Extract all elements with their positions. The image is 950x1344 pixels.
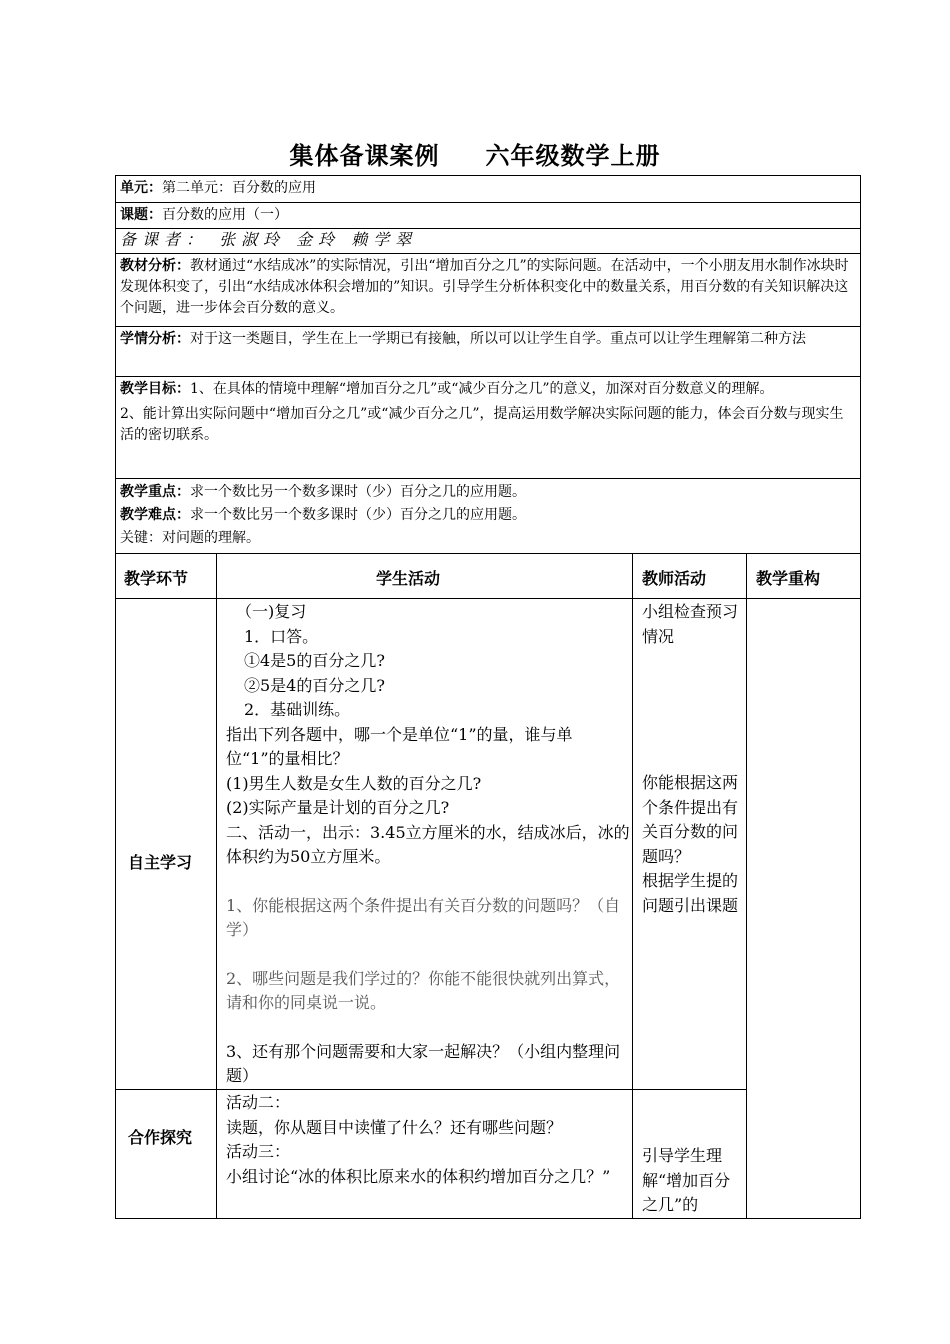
goals-label: 教学目标：	[120, 381, 190, 397]
header-student: 学生活动	[376, 569, 441, 588]
list-item: 小组讨论“冰的体积比原来水的体积约增加百分之几？”	[226, 1166, 611, 1186]
unit-value: 第二单元：百分数的应用	[162, 180, 316, 196]
topic-label: 课题：	[120, 207, 162, 223]
goals-text1: 1、在具体的情境中理解“增加百分之几”或“减少百分之几”的意义，加深对百分数意义的理解。	[190, 381, 774, 397]
list-item: ①4是5的百分之几?	[244, 651, 385, 670]
goals-text2: 2、能计算出实际问题中“增加百分之几”或“减少百分之几”，提高运用数学解决实际问题的能力，体会百分数与现实生活的密切联系。	[120, 406, 844, 443]
topic-row	[115, 202, 861, 228]
self-study-teacher-activity	[642, 600, 742, 918]
keypoint-row	[115, 478, 861, 553]
list-item: (1)男生人数是女生人数的百分之几?	[226, 773, 482, 793]
key-text: 关键：对问题的理解。	[120, 530, 260, 546]
title-left: 集体备课案例	[289, 142, 440, 170]
lesson-table	[115, 553, 861, 1219]
keypoint-text: 求一个数比另一个数多课时（少）百分之几的应用题。	[190, 484, 526, 500]
list-item: 你能根据这两个条件提出有关百分数的问题吗？	[642, 773, 739, 866]
list-item: 根据学生提的问题引出课题	[642, 871, 739, 915]
unit-row	[115, 175, 861, 202]
material-label: 教材分析：	[120, 258, 190, 274]
list-item: 引导学生理解“增加百分之几”的	[642, 1146, 731, 1214]
list-item: （一)复习	[236, 602, 307, 621]
difficulty-text: 求一个数比另一个数多课时（少）百分之几的应用题。	[190, 507, 526, 523]
list-item: 2、哪些问题是我们学过的？你能不能很快就列出算式，请和你的同桌说一说。	[226, 968, 621, 1012]
cooperation-student-activity	[226, 1091, 630, 1189]
page-title	[0, 136, 950, 171]
material-text: 教材通过“水结成冰”的实际情况，引出“增加百分之几”的实际问题。在活动中，一个小朋友用水制作冰块时发现体积变了，引出“水结成冰体积会增加的”知识。引导学生分析体积变化中的数量关系，用百分数的有关知识解决这个问题，进一步体会百分数的意义。	[120, 258, 849, 316]
topic-value: 百分数的应用（一）	[162, 207, 288, 223]
header-teacher: 教师活动	[642, 569, 707, 588]
difficulty-label: 教学难点：	[120, 507, 190, 523]
list-item: 1、你能根据这两个条件提出有关百分数的问题吗？（自学）	[226, 895, 621, 939]
authors: 备课者： 张淑玲 金玲 赖学翠	[120, 230, 418, 249]
goals-row	[115, 376, 861, 478]
cooperation-teacher-activity	[642, 1144, 742, 1218]
authors-row	[115, 228, 861, 253]
list-item: 指出下列各题中，哪一个是单位“1”的量，谁与单位“1”的量相比？	[226, 724, 573, 768]
title-right: 六年级数学上册	[485, 142, 661, 170]
learner-row	[115, 326, 861, 376]
unit-label: 单元：	[120, 180, 162, 196]
list-item: 活动三：	[226, 1142, 291, 1161]
keypoint-label: 教学重点：	[120, 484, 190, 500]
learner-text: 对于这一类题目，学生在上一学期已有接触，所以可以让学生自学。重点可以让学生理解第二种方法	[190, 331, 806, 347]
learner-label: 学情分析：	[120, 331, 190, 347]
list-item: ②5是4的百分之几?	[244, 675, 385, 695]
list-item: 读题，你从题目中读懂了什么？还有哪些问题？	[226, 1117, 563, 1137]
header-rebuild: 教学重构	[756, 569, 821, 588]
list-item: 3、还有那个问题需要和大家一起解决？（小组内整理问题）	[226, 1041, 621, 1085]
list-item: 1．口答。	[244, 626, 319, 646]
list-item: 小组检查预习情况	[642, 602, 739, 646]
header-stage: 教学环节	[124, 569, 189, 588]
list-item: 二、活动一，出示：3.45立方厘米的水，结成冰后，冰的体积约为50立方厘米。	[226, 822, 630, 866]
self-study-student-activity	[226, 600, 630, 1089]
section-cooperation: 合作探究	[128, 1128, 193, 1147]
list-item: 2．基础训练。	[244, 700, 351, 719]
section-self-study: 自主学习	[128, 853, 193, 872]
list-item: 活动二：	[226, 1093, 291, 1112]
list-item: (2)实际产量是计划的百分之几?	[226, 798, 450, 817]
material-row	[115, 253, 861, 326]
